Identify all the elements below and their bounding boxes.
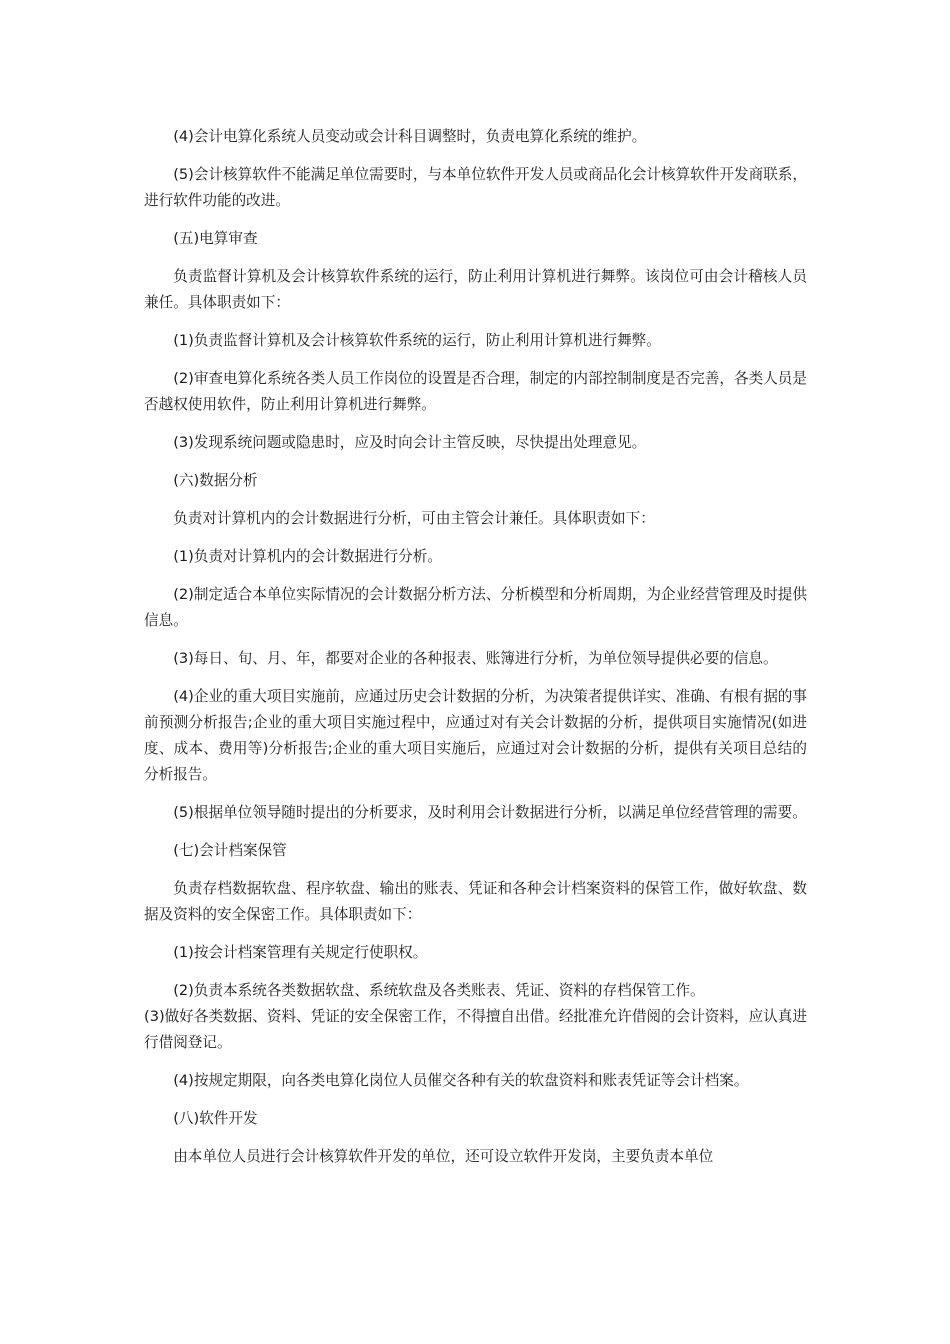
paragraph-maintenance-4: (4)会计电算化系统人员变动或会计科目调整时，负责电算化系统的维护。 — [173, 128, 647, 145]
paragraph-archive-3: (3)做好各类数据、资料、凭证的安全保密工作，不得擅自出借。经批准允许借阅的会计资料，应认真进行借阅登记。 — [144, 1008, 807, 1051]
paragraph-audit-intro: 负责监督计算机及会计核算软件系统的运行，防止利用计算机进行舞弊。该岗位可由会计稽核人员兼任。具体职责如下： — [144, 268, 807, 311]
paragraph-archive-intro: 负责存档数据软盘、程序软盘、输出的账表、凭证和各种会计档案资料的保管工作，做好软盘、数据及资料的安全保密工作。具体职责如下： — [144, 880, 807, 923]
paragraph-maintenance-5: (5)会计核算软件不能满足单位需要时，与本单位软件开发人员或商品化会计核算软件开发商联系，进行软件功能的改进。 — [144, 166, 807, 209]
paragraph-archive-1: (1)按会计档案管理有关规定行使职权。 — [173, 944, 428, 961]
paragraph-audit-3: (3)发现系统问题或隐患时，应及时向会计主管反映，尽快提出处理意见。 — [173, 434, 647, 451]
paragraph-archive-2: (2)负责本系统各类数据软盘、系统软盘及各类账表、凭证、资料的存档保管工作。 — [173, 982, 705, 999]
paragraph-analysis-3: (3)每日、旬、月、年，都要对企业的各种报表、账簿进行分析，为单位领导提供必要的信息。 — [173, 650, 778, 667]
section-heading-analysis: (六)数据分析 — [173, 472, 258, 489]
paragraph-analysis-4: (4)企业的重大项目实施前，应通过历史会计数据的分析，为决策者提供详实、准确、有根有据的事前预测分析报告;企业的重大项目实施过程中，应通过对有关会计数据的分析，提供项目实施情况(如进度、成本、费用等)分析报告;企业的重大项目实施后，应通过对会计数据的分析，提供有关项目总结的分析报告。 — [144, 688, 807, 783]
paragraph-analysis-5: (5)根据单位领导随时提出的分析要求，及时利用会计数据进行分析，以满足单位经营管理的需要。 — [173, 804, 807, 821]
section-heading-archive: (七)会计档案保管 — [173, 842, 287, 859]
paragraph-analysis-1: (1)负责对计算机内的会计数据进行分析。 — [173, 548, 442, 565]
paragraph-analysis-intro: 负责对计算机内的会计数据进行分析，可由主管会计兼任。具体职责如下： — [173, 510, 655, 527]
paragraph-software-dev-intro: 由本单位人员进行会计核算软件开发的单位，还可设立软件开发岗，主要负责本单位 — [173, 1148, 714, 1165]
paragraph-archive-4: (4)按规定期限，向各类电算化岗位人员催交各种有关的软盘资料和账表凭证等会计档案。 — [173, 1072, 749, 1089]
paragraph-audit-1: (1)负责监督计算机及会计核算软件系统的运行，防止利用计算机进行舞弊。 — [173, 332, 661, 349]
paragraph-audit-2: (2)审查电算化系统各类人员工作岗位的设置是否合理，制定的内部控制制度是否完善，各类人员是否越权使用软件，防止利用计算机进行舞弊。 — [144, 370, 807, 413]
section-heading-audit: (五)电算审查 — [173, 230, 258, 247]
section-heading-software-dev: (八)软件开发 — [173, 1110, 258, 1127]
paragraph-analysis-2: (2)制定适合本单位实际情况的会计数据分析方法、分析模型和分析周期，为企业经营管理及时提供信息。 — [144, 586, 807, 629]
